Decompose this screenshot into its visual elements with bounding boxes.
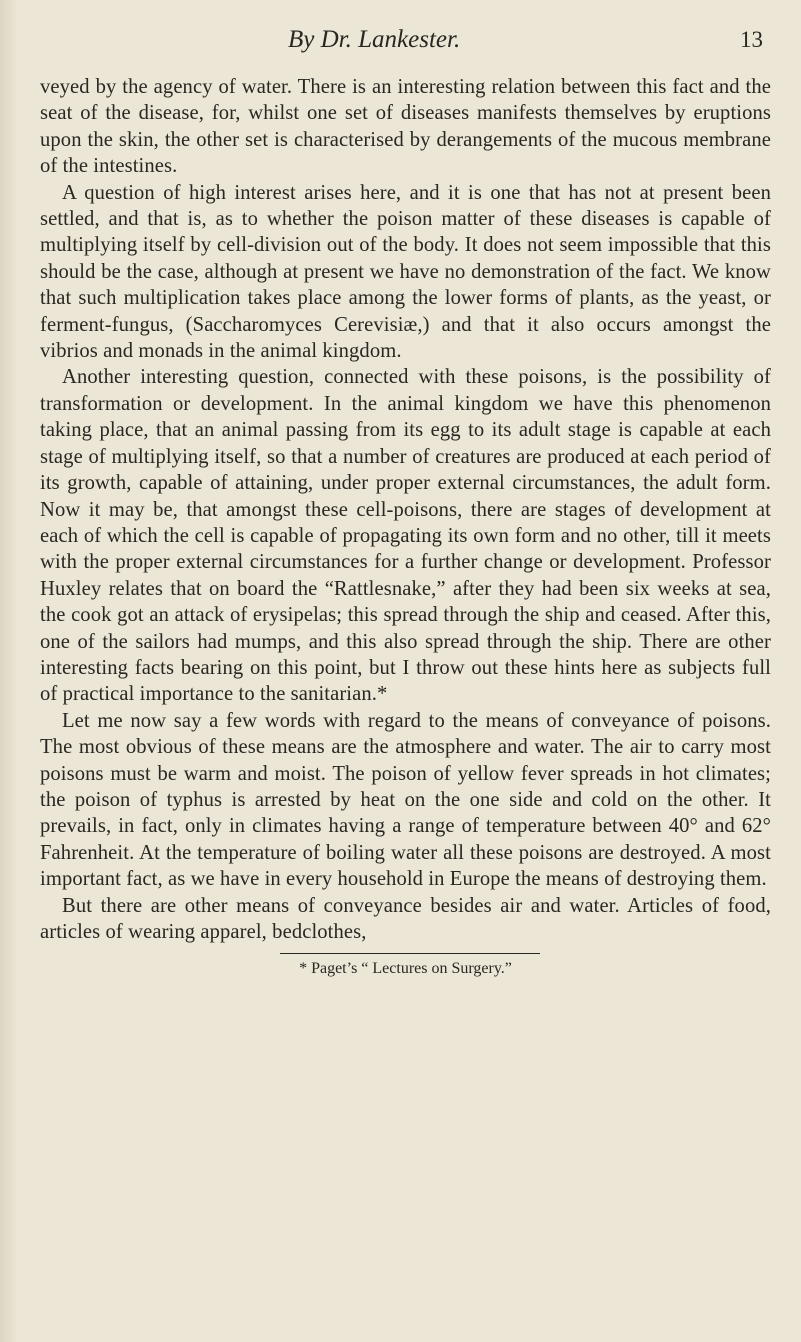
footnote: * Paget’s “ Lectures on Surgery.” [299,960,512,978]
body-text [40,74,771,945]
page-number: 13 [740,27,763,52]
running-head: By Dr. Lankester. [288,26,461,53]
page-gutter-shadow [0,0,18,1342]
page-header [40,26,771,66]
paragraph-2: A question of high interest arises here, and it is one that has not at present been settled, and that is, as to whether the poison matter of these diseases is capable of multiplying itself by cell-division out of the body. It does not seem impossible that this should be the case, although at present we have no demonstration of the fact. We know that such multiplication takes place among the lower forms of plants, as the yeast, or ferment-fungus, (Saccharomyces Cerevisiæ,) and that it also occurs amongst the vibrios and monads in the animal kingdom. [40,181,771,363]
paragraph-4: Let me now say a few words with regard to the means of conveyance of poisons. The most obvious of these means are the atmosphere and water. The air to carry most poisons must be warm and moist. The poison of yellow fever spreads in hot climates; the poison of typhus is arrested by heat on the one side and cold on the other. It prevails, in fact, only in climates having a range of temperature between 40° and 62° Fahrenheit. At the temperature of boiling water all these poisons are destroyed. A most important fact, as we have in every household in Europe the means of destroying them. [40,709,771,891]
paragraph-3: Another interesting question, connected with these poisons, is the possibility of transformation or development. In the animal kingdom we have this phenomenon taking place, that an animal passing from its egg to its adult stage is capable at each stage of multiplying itself, so that a number of creatures are produced at each period of its growth, capable of attaining, under proper external circumstances, the adult form. Now it may be, that amongst these cell-poisons, there are stages of development at each of which the cell is capable of propagating its own form and no other, till it meets with the proper external circumstances for a further change or development. Professor Huxley relates that on board the “Rattlesnake,” after they had been six weeks at sea, the cook got an attack of erysipelas; this spread through the ship and ceased. After this, one of the sailors had mumps, and this also spread through the ship. There are other interesting facts bearing on this point, but I throw out these hints here as subjects full of practical importance to the sanitarian.* [40,366,771,706]
footnote-rule [280,953,540,954]
paragraph-5: But there are other means of conveyance besides air and water. Articles of food, articles of wearing apparel, bedclothes, [40,894,771,943]
paragraph-1: veyed by the agency of water. There is an interesting relation between this fact and the seat of the disease, for, whilst one set of diseases manifests themselves by eruptions upon the skin, the other set is characterised by derangements of the mucous membrane of the intestines. [40,76,771,178]
